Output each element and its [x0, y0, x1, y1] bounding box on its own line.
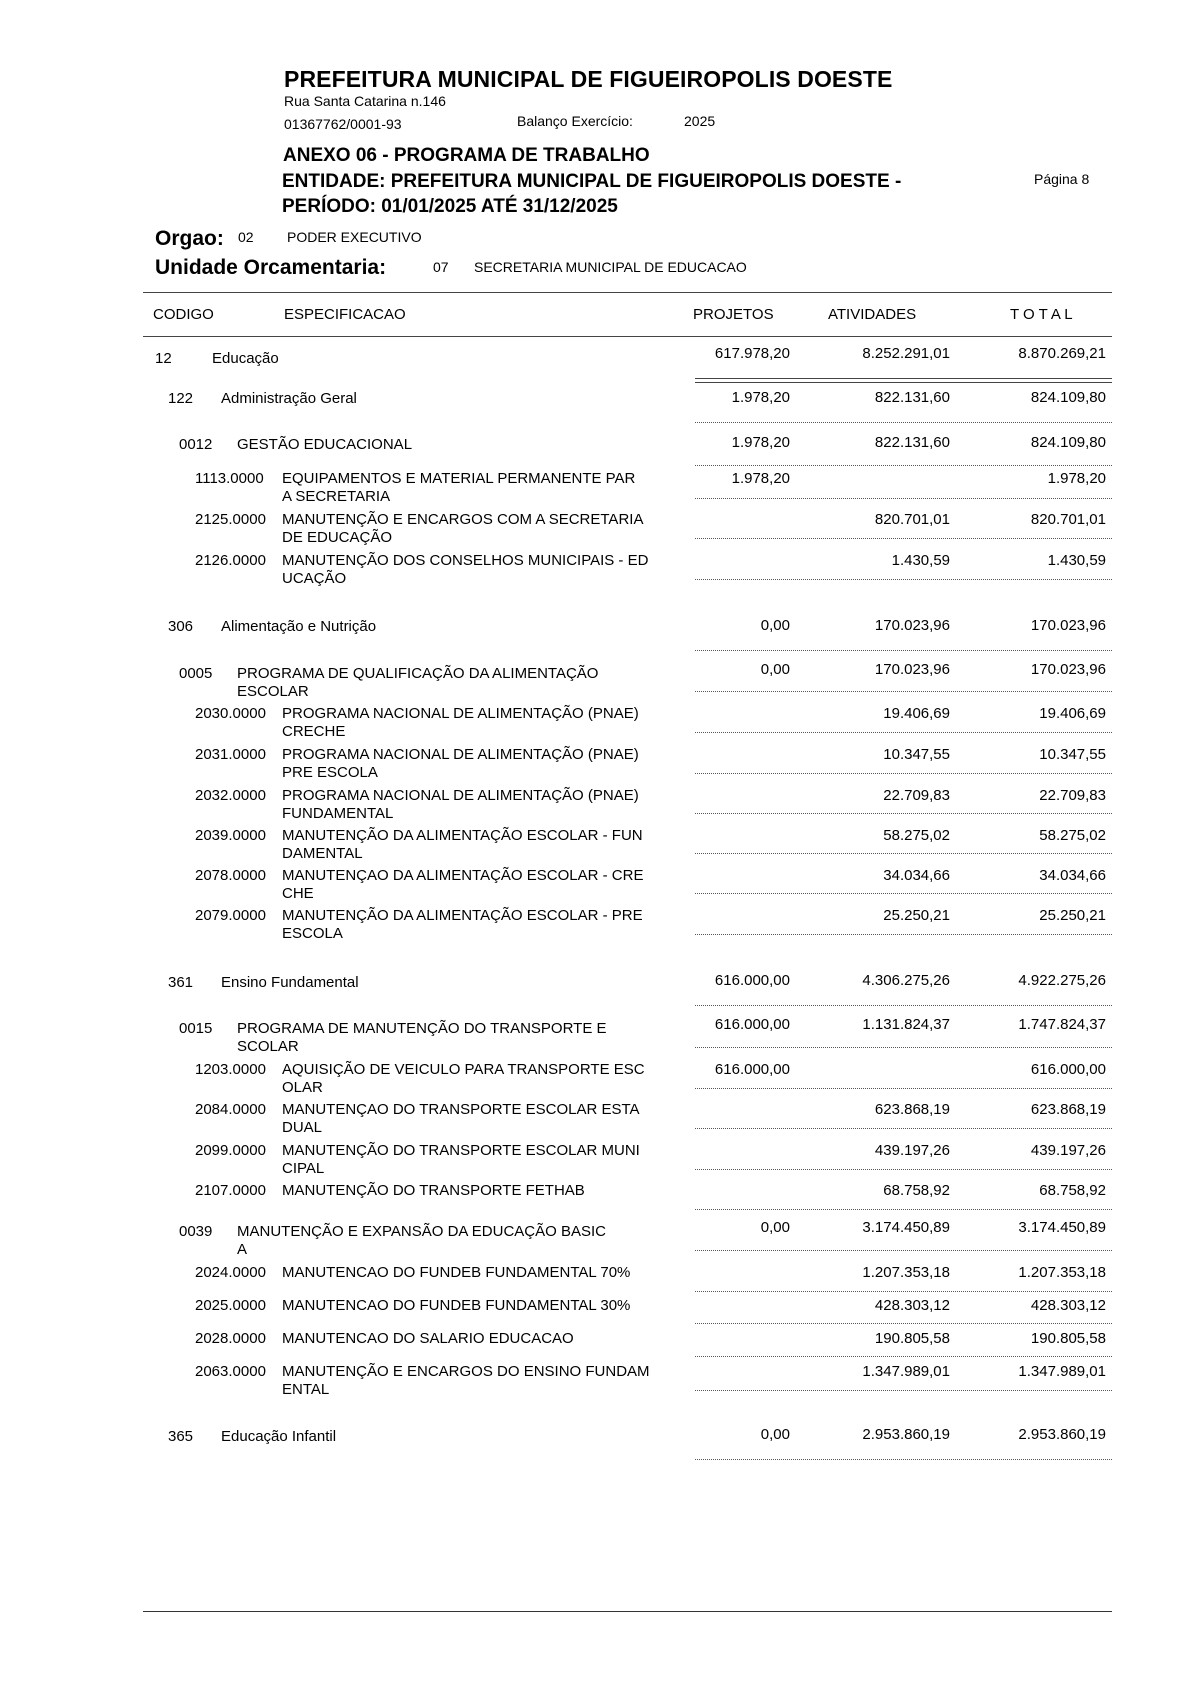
row-description-continued: DAMENTAL: [282, 845, 363, 862]
row-description: Alimentação e Nutrição: [221, 618, 377, 635]
row-description: MANUTENCAO DO FUNDEB FUNDAMENTAL 30%: [282, 1297, 631, 1314]
row-atividades: 822.131,60: [874, 434, 950, 451]
row-atividades: 1.207.353,18: [862, 1264, 950, 1281]
row-rule: [695, 1291, 1112, 1292]
row-code: 2079.0000: [195, 907, 266, 924]
row-atividades: 820.701,01: [874, 511, 950, 528]
row-total: 1.430,59: [1047, 552, 1106, 569]
row-code: 2126.0000: [195, 552, 266, 569]
row-code: 0012: [179, 436, 213, 453]
row-projetos: 0,00: [760, 1426, 790, 1443]
row-total: 68.758,92: [1039, 1182, 1106, 1199]
row-projetos: 1.978,20: [731, 434, 790, 451]
row-total: 1.978,20: [1047, 470, 1106, 487]
row-total: 10.347,55: [1039, 746, 1106, 763]
row-rule: [695, 579, 1112, 580]
orgao-name: PODER EXECUTIVO: [287, 229, 422, 245]
periodo-line: PERÍODO: 01/01/2025 ATÉ 31/12/2025: [282, 196, 618, 217]
row-total: 190.805,58: [1030, 1330, 1106, 1347]
row-code: 2031.0000: [195, 746, 266, 763]
row-code: 2125.0000: [195, 511, 266, 528]
row-code: 0005: [179, 665, 213, 682]
orgao-code: 02: [238, 229, 254, 245]
address: Rua Santa Catarina n.146: [284, 93, 446, 109]
row-code: 1113.0000: [195, 470, 264, 487]
row-description: MANUTENÇÃO DOS CONSELHOS MUNICIPAIS - ED: [282, 552, 649, 569]
row-rule: [695, 732, 1112, 733]
row-code: 361: [168, 974, 194, 991]
row-projetos: 617.978,20: [714, 345, 790, 362]
row-description: Educação Infantil: [221, 1428, 337, 1445]
row-projetos: 0,00: [760, 661, 790, 678]
row-projetos: 1.978,20: [731, 470, 790, 487]
row-atividades: 2.953.860,19: [862, 1426, 950, 1443]
row-total: 4.922.275,26: [1018, 972, 1106, 989]
row-description-continued: A: [237, 1241, 248, 1258]
row-atividades: 58.275,02: [883, 827, 950, 844]
row-description-continued: CIPAL: [282, 1160, 325, 1177]
balanco-year: 2025: [684, 113, 716, 129]
footer-rule: [143, 1611, 1112, 1612]
row-total: 22.709,83: [1039, 787, 1106, 804]
row-total: 824.109,80: [1030, 434, 1106, 451]
row-rule: [695, 1459, 1112, 1460]
col-especificacao: ESPECIFICACAO: [284, 306, 406, 323]
row-rule: [695, 378, 1112, 379]
row-description: MANUTENÇÃO E EXPANSÃO DA EDUCAÇÃO BASIC: [237, 1223, 606, 1240]
row-description: Ensino Fundamental: [221, 974, 359, 991]
row-description-continued: ESCOLA: [282, 925, 343, 942]
row-description-continued: DUAL: [282, 1119, 323, 1136]
row-atividades: 8.252.291,01: [862, 345, 950, 362]
row-rule: [695, 1209, 1112, 1210]
row-code: 2078.0000: [195, 867, 266, 884]
row-description-continued: ENTAL: [282, 1381, 330, 1398]
row-atividades: 1.430,59: [891, 552, 950, 569]
row-description: MANUTENÇAO DO TRANSPORTE ESCOLAR ESTA: [282, 1101, 640, 1118]
cnpj: 01367762/0001-93: [284, 116, 402, 132]
row-rule: [695, 773, 1112, 774]
row-rule: [695, 1169, 1112, 1170]
row-total: 19.406,69: [1039, 705, 1106, 722]
row-total: 824.109,80: [1030, 389, 1106, 406]
row-code: 2063.0000: [195, 1363, 266, 1380]
orgao-label: Orgao:: [155, 227, 224, 250]
entidade-line: ENTIDADE: PREFEITURA MUNICIPAL DE FIGUEIROPOLIS DOESTE -: [282, 171, 902, 192]
row-rule: [695, 1323, 1112, 1324]
row-atividades: 25.250,21: [883, 907, 950, 924]
balanco-label: Balanço Exercício:: [517, 113, 633, 129]
row-rule: [695, 1047, 1112, 1048]
anexo-title: ANEXO 06 - PROGRAMA DE TRABALHO: [283, 145, 650, 166]
row-code: 2099.0000: [195, 1142, 266, 1159]
entity-title: PREFEITURA MUNICIPAL DE FIGUEIROPOLIS DOESTE: [284, 66, 893, 92]
row-description: MANUTENÇÃO DA ALIMENTAÇÃO ESCOLAR - PRE: [282, 907, 643, 924]
row-total: 2.953.860,19: [1018, 1426, 1106, 1443]
row-description-continued: OLAR: [282, 1079, 323, 1096]
row-projetos: 0,00: [760, 1219, 790, 1236]
row-description-continued: PRE ESCOLA: [282, 764, 378, 781]
row-rule: [695, 1390, 1112, 1391]
row-description: MANUTENCAO DO SALARIO EDUCACAO: [282, 1330, 574, 1347]
row-atividades: 170.023,96: [874, 617, 950, 634]
row-total: 1.207.353,18: [1018, 1264, 1106, 1281]
row-total: 170.023,96: [1030, 661, 1106, 678]
row-total: 1.747.824,37: [1018, 1016, 1106, 1033]
row-projetos: 0,00: [760, 617, 790, 634]
page-number: Página 8: [1034, 171, 1090, 187]
row-description-continued: DE EDUCAÇÃO: [282, 529, 393, 546]
row-atividades: 3.174.450,89: [862, 1219, 950, 1236]
row-rule: [695, 650, 1112, 651]
row-description-continued: A SECRETARIA: [282, 488, 391, 505]
row-description-continued: ESCOLAR: [237, 683, 309, 700]
row-total: 439.197,26: [1030, 1142, 1106, 1159]
row-description: MANUTENÇÃO E ENCARGOS COM A SECRETARIA: [282, 511, 644, 528]
row-description: MANUTENÇÃO E ENCARGOS DO ENSINO FUNDAM: [282, 1363, 650, 1380]
row-description: PROGRAMA NACIONAL DE ALIMENTAÇÃO (PNAE): [282, 746, 639, 763]
row-atividades: 22.709,83: [883, 787, 950, 804]
row-atividades: 623.868,19: [874, 1101, 950, 1118]
row-rule: [695, 538, 1112, 539]
row-atividades: 68.758,92: [883, 1182, 950, 1199]
row-code: 2032.0000: [195, 787, 266, 804]
row-description: MANUTENÇAO DA ALIMENTAÇÃO ESCOLAR - CRE: [282, 867, 644, 884]
row-rule: [695, 934, 1112, 935]
row-code: 2028.0000: [195, 1330, 266, 1347]
row-projetos: 1.978,20: [731, 389, 790, 406]
row-description-continued: CRECHE: [282, 723, 346, 740]
row-atividades: 34.034,66: [883, 867, 950, 884]
row-code: 0015: [179, 1020, 213, 1037]
col-atividades: ATIVIDADES: [828, 306, 917, 323]
row-rule: [695, 1088, 1112, 1089]
row-description: GESTÃO EDUCACIONAL: [237, 436, 413, 453]
row-code: 2024.0000: [195, 1264, 266, 1281]
row-rule: [695, 1128, 1112, 1129]
row-code: 1203.0000: [195, 1061, 266, 1078]
row-description-continued: CHE: [282, 885, 314, 902]
row-total: 58.275,02: [1039, 827, 1106, 844]
row-rule: [695, 382, 1112, 383]
row-rule: [695, 893, 1112, 894]
header-top-rule: [143, 292, 1112, 293]
row-description: MANUTENÇÃO DO TRANSPORTE FETHAB: [282, 1182, 585, 1199]
row-atividades: 10.347,55: [883, 746, 950, 763]
row-atividades: 1.347.989,01: [862, 1363, 950, 1380]
row-code: 2084.0000: [195, 1101, 266, 1118]
row-total: 616.000,00: [1030, 1061, 1106, 1078]
row-code: 365: [168, 1428, 194, 1445]
row-description: Educação: [212, 350, 279, 367]
row-code: 122: [168, 390, 194, 407]
row-code: 2039.0000: [195, 827, 266, 844]
unidade-code: 07: [433, 259, 449, 275]
col-total: T O T A L: [1010, 306, 1073, 323]
row-description-continued: SCOLAR: [237, 1038, 299, 1055]
row-total: 170.023,96: [1030, 617, 1106, 634]
row-total: 820.701,01: [1030, 511, 1106, 528]
row-atividades: 822.131,60: [874, 389, 950, 406]
row-atividades: 4.306.275,26: [862, 972, 950, 989]
row-description: MANUTENÇÃO DA ALIMENTAÇÃO ESCOLAR - FUN: [282, 827, 643, 844]
row-projetos: 616.000,00: [714, 1061, 790, 1078]
row-atividades: 439.197,26: [874, 1142, 950, 1159]
row-rule: [695, 853, 1112, 854]
row-atividades: 19.406,69: [883, 705, 950, 722]
row-description: MANUTENCAO DO FUNDEB FUNDAMENTAL 70%: [282, 1264, 631, 1281]
row-description: PROGRAMA DE MANUTENÇÃO DO TRANSPORTE E: [237, 1020, 607, 1037]
row-rule: [695, 465, 1112, 466]
row-rule: [695, 1005, 1112, 1006]
row-code: 2107.0000: [195, 1182, 266, 1199]
row-code: 0039: [179, 1223, 213, 1240]
row-total: 25.250,21: [1039, 907, 1106, 924]
row-description: Administração Geral: [221, 390, 357, 407]
row-description: AQUISIÇÃO DE VEICULO PARA TRANSPORTE ESC: [282, 1061, 645, 1078]
row-total: 34.034,66: [1039, 867, 1106, 884]
row-rule: [695, 691, 1112, 692]
row-atividades: 190.805,58: [874, 1330, 950, 1347]
row-projetos: 616.000,00: [714, 1016, 790, 1033]
unidade-label: Unidade Orcamentaria:: [155, 256, 387, 279]
row-projetos: 616.000,00: [714, 972, 790, 989]
row-atividades: 1.131.824,37: [862, 1016, 950, 1033]
row-total: 3.174.450,89: [1018, 1219, 1106, 1236]
row-total: 8.870.269,21: [1018, 345, 1106, 362]
row-total: 1.347.989,01: [1018, 1363, 1106, 1380]
row-rule: [695, 1356, 1112, 1357]
row-description-continued: UCAÇÃO: [282, 570, 347, 587]
row-description-continued: FUNDAMENTAL: [282, 805, 394, 822]
row-atividades: 428.303,12: [874, 1297, 950, 1314]
row-total: 428.303,12: [1030, 1297, 1106, 1314]
row-rule: [695, 498, 1112, 499]
row-code: 306: [168, 618, 194, 635]
row-rule: [695, 1250, 1112, 1251]
row-description: PROGRAMA DE QUALIFICAÇÃO DA ALIMENTAÇÃO: [237, 665, 599, 682]
header-bottom-rule: [143, 336, 1112, 337]
row-description: EQUIPAMENTOS E MATERIAL PERMANENTE PAR: [282, 470, 636, 487]
row-code: 2025.0000: [195, 1297, 266, 1314]
row-description: PROGRAMA NACIONAL DE ALIMENTAÇÃO (PNAE): [282, 787, 639, 804]
row-code: 12: [155, 350, 172, 367]
row-rule: [695, 813, 1112, 814]
row-total: 623.868,19: [1030, 1101, 1106, 1118]
row-rule: [695, 422, 1112, 423]
col-projetos: PROJETOS: [693, 306, 774, 323]
row-description: MANUTENÇÃO DO TRANSPORTE ESCOLAR MUNI: [282, 1142, 640, 1159]
unidade-name: SECRETARIA MUNICIPAL DE EDUCACAO: [474, 259, 747, 275]
col-codigo: CODIGO: [153, 306, 214, 323]
row-code: 2030.0000: [195, 705, 266, 722]
row-description: PROGRAMA NACIONAL DE ALIMENTAÇÃO (PNAE): [282, 705, 639, 722]
row-atividades: 170.023,96: [874, 661, 950, 678]
